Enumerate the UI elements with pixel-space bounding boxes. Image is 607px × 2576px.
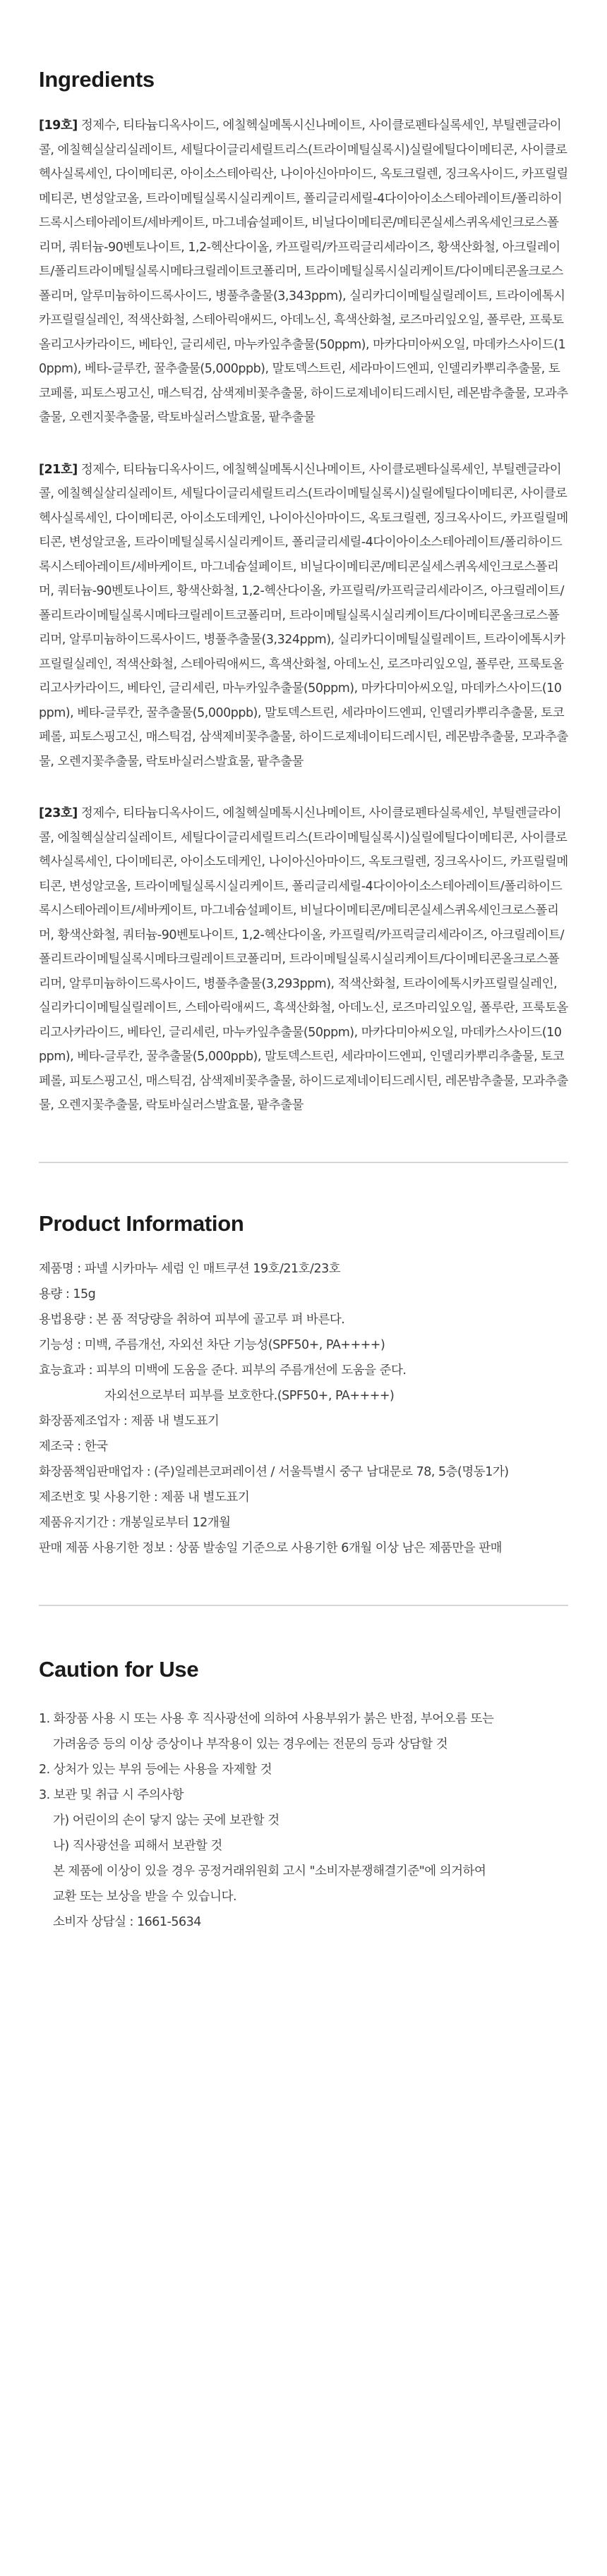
info-item-usage: 용법용량 : 본 품 적당량을 취하여 피부에 골고루 펴 바른다. — [39, 1312, 345, 1327]
ingredients-list-text: 정제수, 티타늄디옥사이드, 에칠헥실메톡시신나메이트, 사이클로펜타실록세인, 부틸렌글라이콜, 에칠헥실살리실레이트, 세틸다이글리세릴트리스(트라이메틸실록시)실릴에틸다이메티콘, 사이클로헥사실록세인, 다이메티콘, 아이소스테아릭산, 나이아신아마이드, 옥토크릴렌, 징크옥사이드, 카프릴릴메티콘, 변성알코올, 트라이메틸실록시실리케이트, 폴리글리세릴-4다이아이소스테아레이트/폴리하이드록시스테아레이트/세바케이트, 마그네슘설페이트, 비닐다이메티콘/메티콘실세스퀴옥세인크로스폴리머, 쿼터늄-90벤토나이트, 1,2-헥산다이올, 카프릴릭/카프릭글리세라이즈, 황색산화철, 아크릴레이트/폴리트라이메틸실록시메타크릴레이트코폴리머, 트라이메틸실록시실리케이트/다이메티콘올크로스폴리머, 알루미늄하이드록사이드, 병풀추출물(3,343ppm), 실리카디이메틸실릴레이트, 트라이에톡시카프릴릴실레인, 적색산화철, 스테아릭애씨드, 아데노신, 흑색산화철, 로즈마리잎오일, 폴루란, 프룩토올리고사카라이드, 베타인, 글리세린, 마누카잎추출물(50ppm), 마카다미아씨오일, 마데카스사이드(10ppm), 베타-글루칸, 꿀추출물(5,000ppb), 말토덱스트린, 세라마이드엔피, 인델리카뿌리추출물, 토코페롤, 피토스핑고신, 매스틱검, 삼색제비꽃추출물, 하이드로제네이티드레시틴, 레몬밤추출물, 모과추출물, 오렌지꽃추출물, 락토바실러스발효물, 팥추출물 — [39, 119, 568, 425]
section-divider — [39, 1605, 568, 1606]
caution-list — [39, 1706, 568, 1935]
ingredients-block-23 — [39, 801, 568, 1118]
info-item-product-name: 제품명 : 파넬 시카마누 세럼 인 매트쿠션 19호/21호/23호 — [39, 1261, 341, 1276]
ingredients-block-19 — [39, 114, 568, 430]
info-item-expiry-policy: 판매 제품 사용기한 정보 : 상품 발송일 기준으로 사용기한 6개월 이상 남은 제품만을 판매 — [39, 1541, 503, 1555]
info-item-seller: 화장품책임판매업자 : (주)일레븐코퍼레이션 / 서울특별시 중구 남대문로 78, 5층(명동1가) — [39, 1464, 509, 1479]
product-information-title: Product Information — [39, 1210, 244, 1236]
ingredients-shade-label: [19호] — [39, 119, 78, 133]
ingredients-block-21 — [39, 458, 568, 774]
info-item-country: 제조국 : 한국 — [39, 1439, 108, 1454]
ingredients-list-text: 정제수, 티타늄디옥사이드, 에칠헥실메톡시신나메이트, 사이클로펜타실록세인, 부틸렌글라이콜, 에칠헥실살리실레이트, 세틸다이글리세릴트리스(트라이메틸실록시)실릴에틸다이메티콘, 사이클로헥사실록세인, 다이메티콘, 아이소도데케인, 나이아신아마이드, 옥토크릴렌, 징크옥사이드, 카프릴릴메티콘, 변성알코올, 트라이메틸실록시실리케이트, 폴리글리세릴-4다이아이소스테아레이트/폴리하이드록시스테아레이트/세바케이트, 마그네슘설페이트, 비닐다이메티콘/메티콘실세스퀴옥세인크로스폴리머, 황색산화철, 쿼터늄-90벤토나이트, 1,2-헥산다이올, 카프릴릭/카프릭글리세라이즈, 아크릴레이트/폴리트라이메틸실록시메타크릴레이트코폴리머, 트라이메틸실록시실리케이트/다이메티콘올크로스폴리머, 알루미늄하이드록사이드, 병풀추출물(3,293ppm), 적색산화철, 트라이에톡시카프릴릴실레인, 실리카디이메틸실릴레이트, 스테아릭애씨드, 흑색산화철, 아데노신, 로즈마리잎오일, 폴루란, 프룩토올리고사카라이드, 베타인, 글리세린, 마누카잎추출물(50ppm), 마카다미아씨오일, 마데카스사이드(10ppm), 베타-글루칸, 꿀추출물(5,000ppb), 말토덱스트린, 세라마이드엔피, 인델리카뿌리추출물, 토코페롤, 피토스핑고신, 매스틱검, 삼색제비꽃추출물, 하이드로제네이티드레시틴, 레몬밤추출물, 모과추출물, 오렌지꽃추출물, 락토바실러스발효물, 팥추출물 — [39, 806, 568, 1112]
info-item-period-after-opening: 제품유지기간 : 개봉일로부터 12개월 — [39, 1515, 231, 1530]
caution-note: 본 제품에 이상이 있을 경우 공정거래위원회 고시 "소비자분쟁해결기준"에 의거하여 — [53, 1864, 486, 1878]
ingredients-list-text: 정제수, 티타늄디옥사이드, 에칠헥실메톡시신나메이트, 사이클로펜타실록세인, 부틸렌글라이콜, 에칠헥실살리실레이트, 세틸다이글리세릴트리스(트라이메틸실록시)실릴에틸다이메티콘, 사이클로헥사실록세인, 다이메티콘, 아이소도데케인, 나이아신아마이드, 옥토크릴렌, 징크옥사이드, 카프릴릴메티콘, 변성알코올, 트라이메틸실록시실리케이트, 폴리글리세릴-4다이아이소스테아레이트/폴리하이드록시스테아레이트/세바케이트, 마그네슘설페이트, 비닐다이메티콘/메티콘실세스퀴옥세인크로스폴리머, 쿼터늄-90벤토나이트, 황색산화철, 1,2-헥산다이올, 카프릴릭/카프릭글리세라이즈, 아크릴레이트/폴리트라이메틸실록시메타크릴레이트코폴리머, 트라이메틸실록시실리케이트/다이메티콘올크로스폴리머, 알루미늄하이드록사이드, 병풀추출물(3,324ppm), 실리카디이메틸실릴레이트, 트라이에톡시카프릴릴실레인, 적색산화철, 스테아릭애씨드, 흑색산화철, 아데노신, 로즈마리잎오일, 폴루란, 프룩토올리고사카라이드, 베타인, 글리세린, 마누카잎추출물(50ppm), 마카다미아씨오일, 마데카스사이드(10ppm), 베타-글루칸, 꿀추출물(5,000ppb), 말토덱스트린, 세라마이드엔피, 인델리카뿌리추출물, 토코페롤, 피토스핑고신, 매스틱검, 삼색제비꽃추출물, 하이드로제네이티드레시틴, 레몬밤추출물, 모과추출물, 오렌지꽃추출물, 락토바실러스발효물, 팥추출물 — [39, 462, 568, 769]
caution-item: 1. 화장품 사용 시 또는 사용 후 직사광선에 의하여 사용부위가 붉은 반점, 부어오름 또는 — [39, 1711, 494, 1726]
caution-note-cont: 교환 또는 보상을 받을 수 있습니다. — [53, 1889, 237, 1904]
info-item-lot-expiry: 제조번호 및 사용기한 : 제품 내 별도표기 — [39, 1490, 250, 1505]
customer-service-phone: 소비자 상담실 : 1661-5634 — [53, 1914, 201, 1929]
info-item-manufacturer: 화장품제조업자 : 제품 내 별도표기 — [39, 1414, 220, 1428]
caution-subitem: 나) 직사광선을 피해서 보관할 것 — [53, 1838, 222, 1853]
caution-title: Caution for Use — [39, 1656, 199, 1682]
caution-item-cont: 가려움증 등의 이상 증상이나 부작용이 있는 경우에는 전문의 등과 상담할 것 — [53, 1737, 448, 1751]
info-item-effect-cont: 자외선으로부터 피부를 보호한다.(SPF50+, PA++++) — [104, 1388, 395, 1403]
ingredients-title: Ingredients — [39, 67, 155, 92]
section-divider — [39, 1162, 568, 1163]
info-item-effect: 효능효과 : 피부의 미백에 도움을 준다. 피부의 주름개선에 도움을 준다. — [39, 1363, 407, 1378]
product-information-list — [39, 1256, 568, 1561]
caution-subitem: 가) 어린이의 손이 닿지 않는 곳에 보관할 것 — [53, 1813, 280, 1828]
ingredients-shade-label: [21호] — [39, 462, 78, 477]
ingredients-shade-label: [23호] — [39, 806, 78, 820]
caution-item: 3. 보관 및 취급 시 주의사항 — [39, 1787, 184, 1802]
caution-item: 2. 상처가 있는 부위 등에는 사용을 자제할 것 — [39, 1762, 272, 1777]
info-item-function: 기능성 : 미백, 주름개선, 자외선 차단 기능성(SPF50+, PA++++) — [39, 1337, 385, 1352]
info-item-volume: 용량 : 15g — [39, 1287, 96, 1301]
